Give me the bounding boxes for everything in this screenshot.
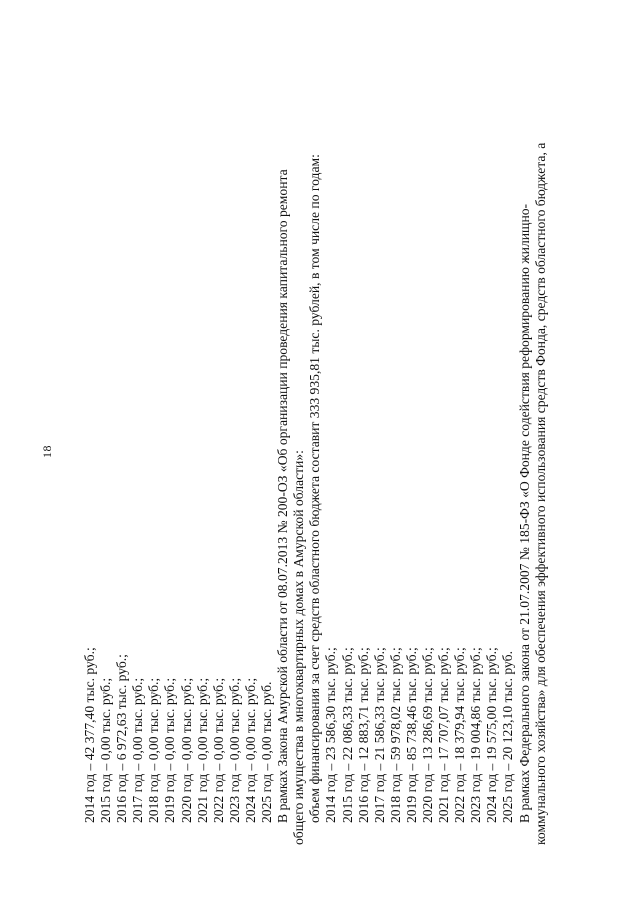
list-item: 2015 год – 0,00 тыс. руб.; xyxy=(98,677,114,823)
list-item: 2023 год – 0,00 тыс. руб.; xyxy=(226,677,242,823)
list-item: 2017 год – 0,00 тыс. руб.; xyxy=(130,677,146,823)
law-paragraph-federal xyxy=(517,50,549,845)
list-item: 2024 год – 19 575,00 тыс. руб.; xyxy=(484,647,500,823)
page-number: 18 xyxy=(40,445,54,458)
paragraph-line: объем финансирования за счет средств областного бюджета составит 333 935,81 тыс. рублей, в том числе по годам: xyxy=(307,154,323,823)
list-item: 2016 год – 6 972,63 тыс. руб.; xyxy=(114,654,130,823)
funding-list-section-a xyxy=(82,50,275,845)
list-item: 2025 год – 20 123,10 тыс. руб. xyxy=(500,651,516,823)
list-item: 2020 год – 0,00 тыс. руб.; xyxy=(178,677,194,823)
list-item: 2016 год – 12 883,71 тыс. руб.; xyxy=(355,647,371,823)
paragraph-line: коммунального хозяйства» для обеспечения эффективного использования средств Фонда, средств областного бюджета, а xyxy=(532,142,548,845)
list-item: 2014 год – 23 586,30 тыс. руб.; xyxy=(323,647,339,823)
list-item: 2022 год – 0,00 тыс. руб.; xyxy=(210,677,226,823)
list-item: 2024 год – 0,00 тыс. руб.; xyxy=(242,677,258,823)
list-item: 2018 год – 0,00 тыс. руб.; xyxy=(146,677,162,823)
paragraph-line: В рамках Закона Амурской области от 08.07.2013 № 200-ОЗ «Об организации проведения капитального ремонта xyxy=(275,169,291,823)
law-paragraph-regional xyxy=(275,50,323,845)
document-body xyxy=(82,50,549,845)
list-item: 2017 год – 21 586,33 тыс. руб.; xyxy=(371,647,387,823)
list-item: 2014 год – 42 377,40 тыс. руб.; xyxy=(82,647,97,823)
list-item: 2019 год – 85 738,46 тыс. руб.; xyxy=(403,647,419,823)
list-item: 2018 год – 59 978,02 тыс. руб.; xyxy=(387,647,403,823)
paragraph-line: В рамках Федерального закона от 21.07.2007 № 185-ФЗ «О Фонде содействия реформированию жилищно- xyxy=(516,203,532,823)
list-item: 2021 год – 17 707,07 тыс. руб.; xyxy=(436,647,452,823)
list-item: 2021 год – 0,00 тыс. руб.; xyxy=(194,677,210,823)
list-item: 2015 год – 22 086,33 тыс. руб.; xyxy=(339,647,355,823)
list-item: 2025 год – 0,00 тыс. руб. xyxy=(259,681,275,823)
list-item: 2020 год – 13 286,69 тыс. руб.; xyxy=(419,647,435,823)
paragraph-line: общего имущества в многоквартирных домах в Амурской области»: xyxy=(291,450,307,845)
list-item: 2019 год – 0,00 тыс. руб.; xyxy=(162,677,178,823)
funding-list-section-b xyxy=(323,50,516,845)
list-item: 2022 год – 18 379,94 тыс. руб.; xyxy=(452,647,468,823)
list-item: 2023 год – 19 004,86 тыс. руб.; xyxy=(468,647,484,823)
